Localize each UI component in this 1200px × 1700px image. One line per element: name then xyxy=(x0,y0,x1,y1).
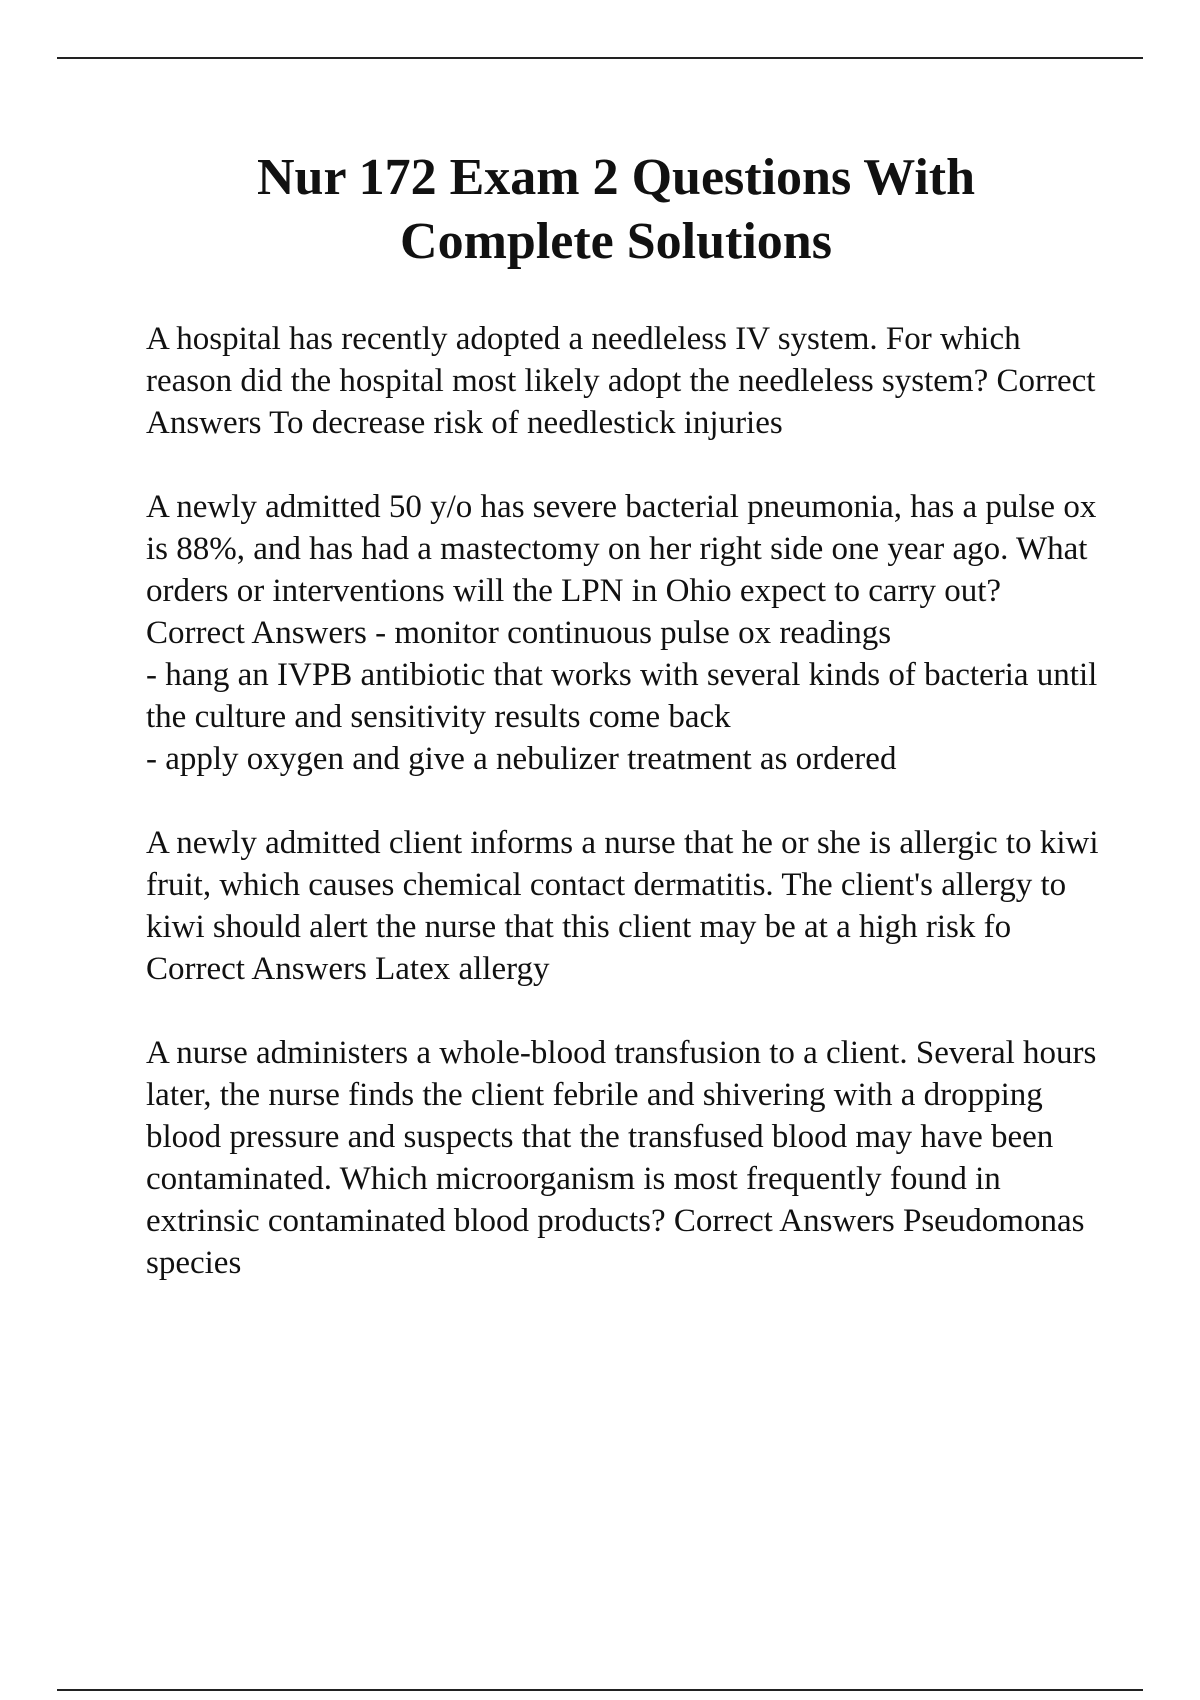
question-answer-4: A nurse administers a whole-blood transfusion to a client. Several hours later, the nurse finds the client febrile and shivering with a dropping blood pressure and suspects that the transfused blood may have been contaminated. Which microorganism is most frequently found in extrinsic contaminated blood products? Correct Answers Pseudomonas species xyxy=(146,1035,1097,1281)
bottom-divider xyxy=(57,1689,1143,1691)
title-line-1: Nur 172 Exam 2 Questions With xyxy=(256,149,976,206)
title-line-2: Complete Solutions xyxy=(400,213,832,270)
question-answer-2: A newly admitted 50 y/o has severe bacterial pneumonia, has a pulse ox is 88%, and has had a mastectomy on her right side one year ago. What orders or interventions will the LPN in Ohio expect to carry out? Correct Answers - monitor continuous pulse ox readings - hang an IVPB antibiotic that works with several kinds of bacteria until the culture and sensitivity results come back - apply oxygen and give a nebulizer treatment as ordered xyxy=(146,489,1098,777)
question-answer-1: A hospital has recently adopted a needleless IV system. For which reason did the hospital most likely adopt the needleless system? Correct Answers To decrease risk of needlestick injuries xyxy=(146,321,1096,441)
question-answer-3: A newly admitted client informs a nurse that he or she is allergic to kiwi fruit, which causes chemical contact dermatitis. The client's allergy to kiwi should alert the nurse that this client may be at a high risk fo Correct Answers Latex allergy xyxy=(146,825,1099,987)
document-title xyxy=(146,146,1086,274)
document-body xyxy=(146,318,1106,1326)
top-divider xyxy=(57,57,1143,59)
